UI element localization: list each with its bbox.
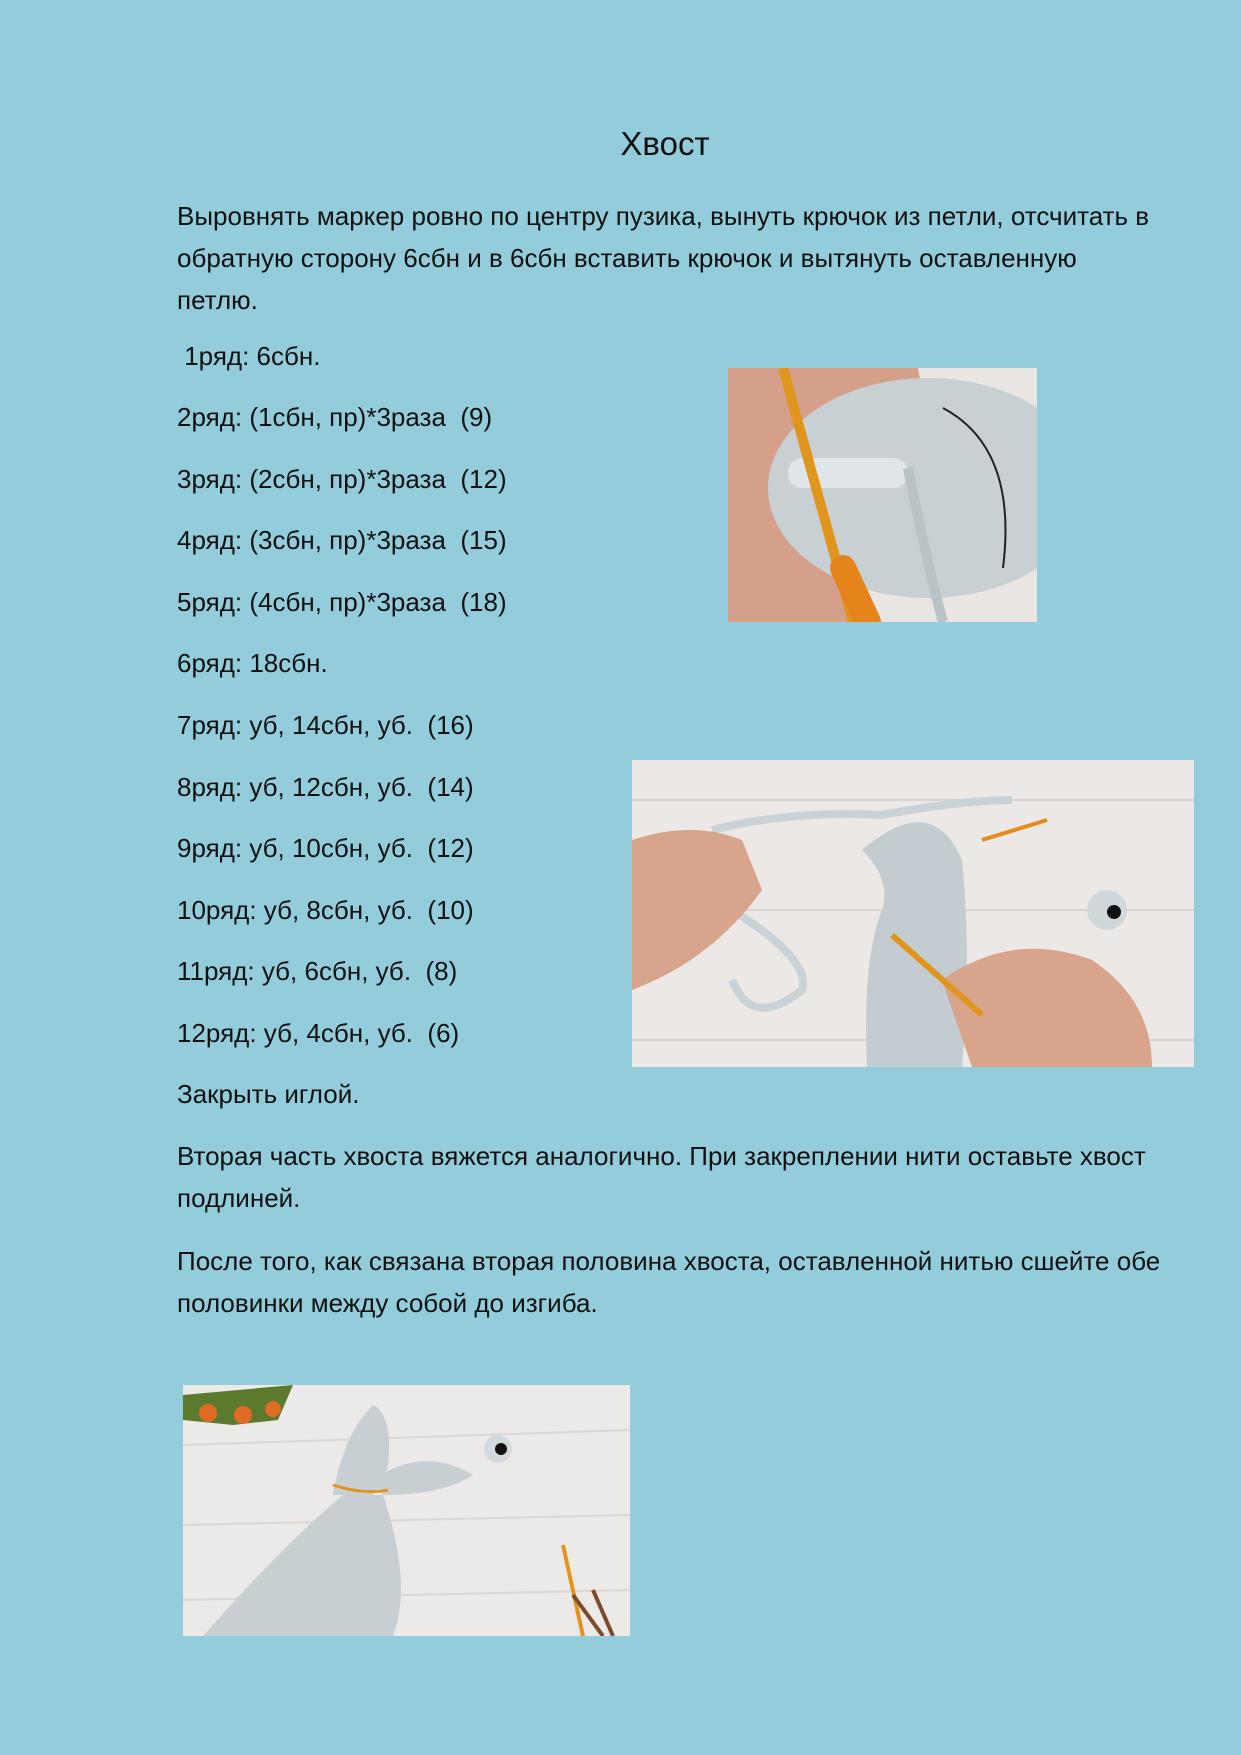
paragraph-second-part: Вторая часть хвоста вяжется аналогично. При закреплении нити оставьте хвост подлиней. <box>177 1141 1146 1213</box>
row-4: 4ряд: (3сбн, пр)*3раза (15) <box>177 525 507 555</box>
row-6: 6ряд: 18сбн. <box>177 648 328 678</box>
row-12: 12ряд: уб, 4сбн, уб. (6) <box>177 1018 460 1048</box>
row-3: 3ряд: (2сбн, пр)*3раза (12) <box>177 464 507 494</box>
photo-knitting-tail <box>632 760 1194 1067</box>
intro-paragraph: Выровнять маркер ровно по центру пузика, вынуть крючок из петли, отсчитать в обратную сторону 6сбн и в 6сбн вставить крючок и вытянуть оставленную петлю. <box>177 201 1150 315</box>
photo-hook-in-loop <box>728 368 1037 622</box>
row-7: 7ряд: уб, 14сбн, уб. (16) <box>177 710 474 740</box>
row-11: 11ряд: уб, 6сбн, уб. (8) <box>177 956 458 986</box>
row-2: 2ряд: (1сбн, пр)*3раза (9) <box>177 402 493 432</box>
row-10: 10ряд: уб, 8сбн, уб. (10) <box>177 895 474 925</box>
paragraph-sew-halves: После того, как связана вторая половина хвоста, оставленной нитью сшейте обе половинки между собой до изгиба. <box>177 1246 1161 1318</box>
row-5: 5ряд: (4сбн, пр)*3раза (18) <box>177 587 507 617</box>
page-title: Хвост <box>620 125 710 162</box>
close-instruction: Закрыть иглой. <box>177 1079 360 1109</box>
photo-sewn-tail <box>183 1385 630 1636</box>
row-8: 8ряд: уб, 12сбн, уб. (14) <box>177 772 474 802</box>
row-9: 9ряд: уб, 10сбн, уб. (12) <box>177 833 474 863</box>
row-1: 1ряд: 6сбн. <box>177 341 321 371</box>
